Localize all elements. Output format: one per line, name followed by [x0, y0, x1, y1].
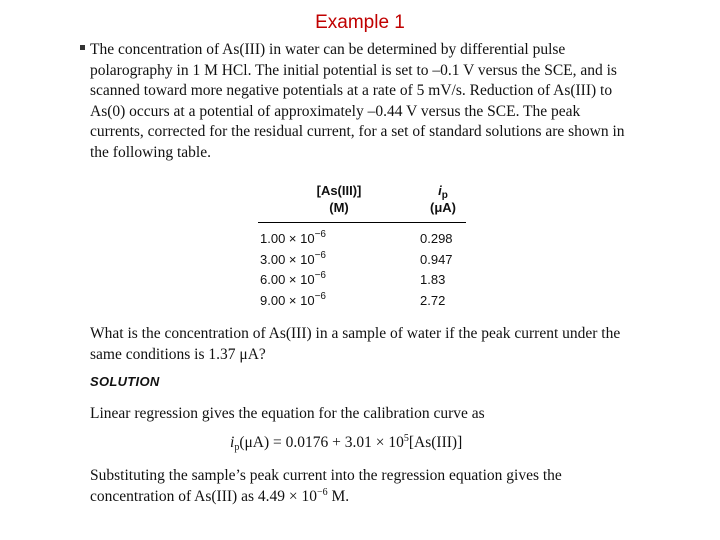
solution-paragraph: Linear regression gives the equation for the calibration curve as — [90, 405, 485, 422]
final-paragraph: Substituting the sample’s peak current into the regression equation gives the concentration of As(III) as $4.49 \times 10^{-6}$ M. — [90, 467, 562, 505]
col-header-concentration: [As(III)] (M) — [258, 182, 420, 223]
table-row — [258, 250, 466, 271]
table-cell-concentration: $6.00 \times 10^{-6}$ — [260, 270, 326, 287]
intro-paragraph: The concentration of As(III) in water can be determined by differential pulse polarography in 1 M HCl. The initial potential is set to –0.1 V versus the SCE, and is scanned toward more negative potentials at a rate of 5 mV/s. Reduction of As(III) to As(0) occurs at a potential of approximately –0.44 V versus the SCE. The peak currents, corrected for the residual current, for a set of standard solutions are shown in the following table. — [90, 41, 625, 161]
slide-title: Example 1 — [315, 12, 405, 33]
table-row — [258, 270, 466, 291]
question-paragraph: What is the concentration of As(III) in a sample of water if the peak current under the same conditions is 1.37 μA? — [90, 325, 621, 363]
table-cell-peak-current: 0.298 — [420, 231, 453, 246]
slide-content — [90, 40, 635, 505]
standards-table — [258, 182, 466, 311]
table-cell-concentration: $1.00 \times 10^{-6}$ — [260, 229, 326, 246]
regression-equation: $i_p(\mu A) = 0.0176 + 3.01 \times 10^5[As(III)]$ — [230, 433, 463, 453]
table-row — [258, 291, 466, 312]
table-row — [258, 223, 466, 250]
table-header-row — [258, 182, 466, 223]
col-header-peak-current: $i_p$ (μA) — [420, 182, 466, 223]
table-cell-concentration: $9.00 \times 10^{-6}$ — [260, 290, 326, 308]
table-cell-peak-current: 1.83 — [420, 272, 446, 287]
table-cell-concentration: $3.00 \times 10^{-6}$ — [260, 249, 326, 267]
table-cell-peak-current: 2.72 — [420, 292, 446, 308]
solution-heading: SOLUTION — [90, 374, 160, 389]
table-cell-peak-current: 0.947 — [420, 251, 453, 267]
bullet-marker — [80, 45, 85, 50]
